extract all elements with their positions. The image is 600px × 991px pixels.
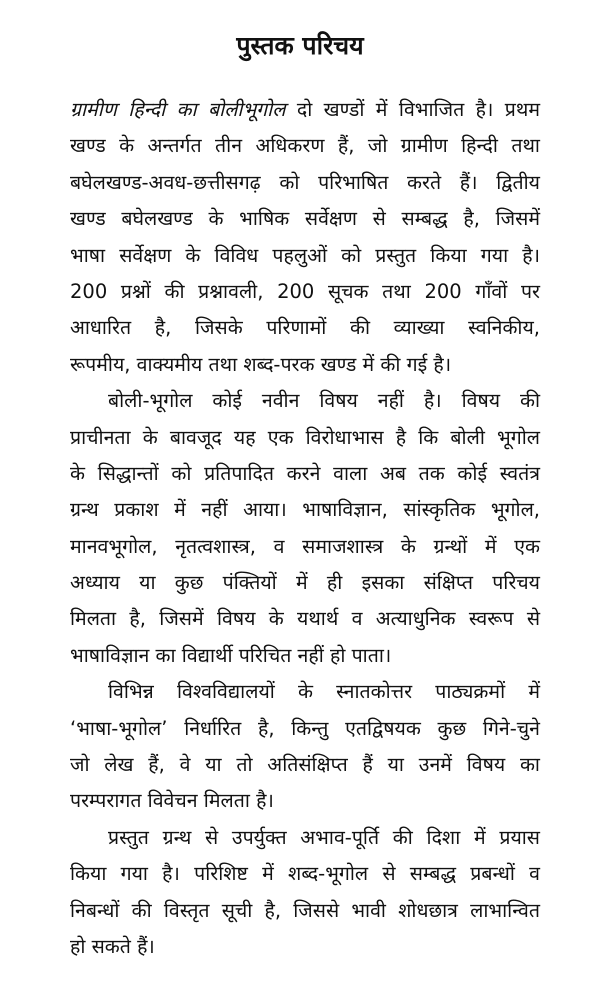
text-line: बघेलखण्ड-अवध-छत्तीसगढ़ को परिभाषित करते हैं। द्वितीय bbox=[70, 170, 540, 194]
text-line: 200 प्रश्नों की प्रश्नावली, 200 सूचक तथा 200 गाँवों पर bbox=[70, 279, 540, 303]
text-line: परम्परागत विवेचन मिलता है। bbox=[70, 789, 274, 813]
document-body bbox=[70, 92, 540, 965]
paragraph bbox=[70, 383, 540, 674]
paragraph bbox=[70, 92, 540, 383]
page-title: पुस्तक परिचय bbox=[236, 31, 364, 60]
text-line: रूपमीय, वाक्यमीय तथा शब्द-परक खण्ड में की गई है। bbox=[70, 352, 452, 376]
text-line: ‘भाषा-भूगोल’ निर्धारित है, किन्तु एतद्विषयक कुछ गिने-चुने bbox=[70, 716, 540, 740]
text-line: अध्याय या कुछ पंक्तियों में ही इसका संक्षिप्त परिचय bbox=[70, 571, 540, 595]
book-title: ग्रामीण हिन्दी का बोलीभूगोल bbox=[70, 98, 286, 121]
text-line: किया गया है। परिशिष्ट में शब्द-भूगोल से सम्बद्ध प्रबन्धों व bbox=[70, 862, 540, 886]
text-line: खण्ड के अन्तर्गत तीन अधिकरण हैं, जो ग्रामीण हिन्दी तथा bbox=[70, 134, 540, 158]
text-line: भाषा सर्वेक्षण के विविध पहलुओं को प्रस्तुत किया गया है। bbox=[70, 243, 540, 267]
text-line: मिलता है, जिसमें विषय के यथार्थ व अत्याधुनिक स्वरूप से bbox=[70, 607, 540, 631]
paragraph bbox=[70, 674, 540, 820]
paragraph bbox=[70, 820, 540, 966]
text-line: जो लेख हैं, वे या तो अतिसंक्षिप्त हैं या उनमें विषय का bbox=[70, 753, 540, 777]
text-line-content: दो खण्डों में विभाजित है। प्रथम bbox=[285, 98, 540, 121]
text-line: ग्रन्थ प्रकाश में नहीं आया। भाषाविज्ञान, सांस्कृतिक भूगोल, bbox=[70, 498, 540, 522]
text-line: प्रस्तुत ग्रन्थ से उपर्युक्त अभाव-पूर्ति की दिशा में प्रयास bbox=[108, 825, 540, 849]
text-line: आधारित है, जिसके परिणामों की व्याख्या स्वनिकीय, bbox=[70, 316, 540, 340]
text-line: खण्ड बघेलखण्ड के भाषिक सर्वेक्षण से सम्बद्ध है, जिसमें bbox=[70, 207, 540, 231]
text-line: मानवभूगोल, नृतत्वशास्त्र, व समाजशास्त्र के ग्रन्थों में एक bbox=[70, 534, 540, 558]
text-line: हो सकते हैं। bbox=[70, 934, 155, 958]
text-line: विभिन्न विश्वविद्यालयों के स्नातकोत्तर पाठ्यक्रमों में bbox=[108, 680, 540, 704]
text-line bbox=[70, 92, 540, 128]
text-line: निबन्धों की विस्तृत सूची है, जिससे भावी शोधछात्र लाभान्वित bbox=[70, 898, 540, 922]
text-line: के सिद्धान्तों को प्रतिपादित करने वाला अब तक कोई स्वतंत्र bbox=[70, 461, 540, 485]
text-line: बोली-भूगोल कोई नवीन विषय नहीं है। विषय की bbox=[108, 389, 540, 413]
text-line: भाषाविज्ञान का विद्यार्थी परिचित नहीं हो पाता। bbox=[70, 643, 392, 667]
text-line: प्राचीनता के बावजूद यह एक विरोधाभास है कि बोली भूगोल bbox=[70, 425, 540, 449]
